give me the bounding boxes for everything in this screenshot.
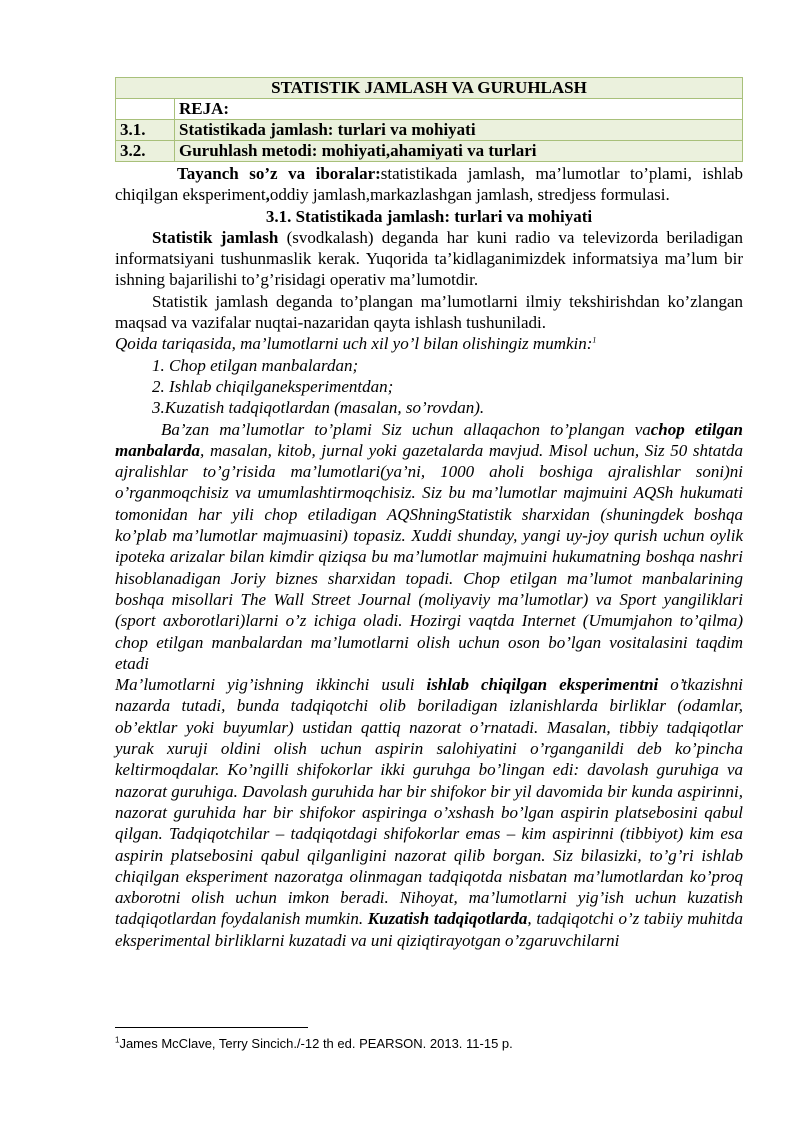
paragraph-methods-intro: Qoida tariqasida, ma’lumotlarni uch xil yo’l bilan olishingiz mumkin:$^1$: [115, 334, 597, 354]
item-text: Guruhlash metodi: mohiyati,ahamiyati va turlari: [175, 141, 743, 162]
paragraph-definition: Statistik jamlash deganda to’plangan ma’lumotlarni ilmiy tekshirishdan ko’zlangan maqsad va vazifalar nuqtai-nazaridan qayta ishlash tushuniladi.: [115, 291, 743, 333]
plan-table: [115, 77, 743, 162]
section-heading: 3.1. Statistikada jamlash: turlari va mohiyati: [265, 206, 593, 226]
paragraph-experiments: Ma’lumotlarni yig’ishning ikkinchi usuli ishlab chiqilgan eksperimentni o’tkazishni nazarda tutadi, bunda tadqiqotchi olib boriladigan izlanishlarda birliklar (odamlar, ob’ektlar yoki buyumlar) ustidan qattiq nazorat o’rnatadi. Masalan, tibbiy tadqiqotlar yurak xuruji oldini olish uchun aspirin salohiyatini o’rganganildi deb ko’pincha keltirmoqdalar. Ko’ngilli shifokorlar ikki guruhga bo’lingan edi: davolash guruhiga va nazorat guruhiga. Davolash guruhida har bir shifokor bir yil davomida bir kunda aspirinni, nazorat guruhida har bir shifokor aspiringa o’xshash bo’lgan aspirin platsebosini qabul qilgan. Tadqiqotchilar – tadqiqotdagi shifokorlar emas – kim aspirinni (tibbiyot) kim esa aspirin platsebosini qabul qilganligini nazorat qilib borgan. Siz bilasizki, to’g’ri ishlab chiqilgan eksperiment nazoratga olinmagan tadqiqotda nisbatan ma’lumotlardan ko’proq axborotni olish uchun imkon beradi. Nihoyat, ma’lumotlarni yig’ish uchun kuzatish tadqiqotlardan foydalanish mumkin. Kuzatish tadqiqotlarda, tadqiqotchi o’z tabiiy muhitda eksperimental birliklarni kuzatadi va uni qiziqtirayotgan o’zgaruvchilarni: [115, 675, 744, 950]
keywords-label: Tayanch so’z va iboralar:: [177, 164, 381, 183]
list-item: 1. Chop etilgan manbalardan;: [152, 355, 359, 375]
footnote-divider: [115, 1027, 308, 1028]
reja-label: REJA:: [175, 99, 743, 120]
footnote-mark: 1: [115, 1035, 120, 1045]
table-row: [116, 141, 743, 162]
keywords-text-rest: oddiy jamlash,markazlashgan jamlash, stredjess formulasi.: [269, 185, 670, 205]
methods-list: [115, 355, 743, 419]
table-title: STATISTIK JAMLASH VA GURUHLASH: [116, 78, 743, 99]
list-item: 3.Kuzatish tadqiqotlardan (masalan, so’rovdan).: [152, 398, 485, 418]
document-page: [115, 77, 743, 951]
footnote-text: James McClave, Terry Sincich./-12 th ed. PEARSON. 2013. 11-15 p.: [119, 1036, 513, 1051]
keywords-text: statistikada jamlash, ma’lumotlar to’plami, ishlab chiqilgan eksperiment: [115, 164, 743, 205]
item-number: 3.1.: [116, 120, 175, 141]
item-number: 3.2.: [116, 141, 175, 162]
item-text: Statistikada jamlash: turlari va mohiyati: [175, 120, 743, 141]
keywords-paragraph: Tayanch so’z va iboralar:statistikada jamlash, ma’lumotlar to’plami, ishlab chiqilgan eksperiment,oddiy jamlash,markazlashgan jamlash, stredjess formulasi.: [115, 164, 743, 205]
table-row: [116, 120, 743, 141]
paragraph-published-sources: Ba’zan ma’lumotlar to’plami Siz uchun allaqachon to’plangan vachop etilgan manbalarda, masalan, kitob, jurnal yoki gazetalarda mavjud. Misol uchun, Siz 50 shtatda ajralishlar to’g’risida ma’lumotlari(ya’ni, 1000 aholi boshiga ajralishlar soni)ni o’rganmoqchisiz va umumlashtirmoqchisiz. Siz bu ma’lumotlar majmuini AQSh hukumati tomonidan har yili chop etiladigan AQShningStatistik sharxidan (shuningdek boshqa ko’plab ma’lumotlar majmuasini) topasiz. Xuddi shunday, yangi uy-joy qurish uchun oylik ipoteka arizalar bilan kimdir qiziqsa bu ma’lumotlar majmuini hukumatning boshqa nashri hisoblanadigan Joriy biznes sharxidan topadi. Chop etilgan ma’lumot manbalarining boshqa misollari The Wall Street Journal (moliyaviy ma’lumotlar) va Sport yangiliklari (sport axborotlari)larni o’z ichiga oladi. Hozirgi vaqtda Internet (Umumjahon to’qilma) chop etilgan manbalardan ma’lumotlarni olish uchun oson bo’lgan vositalasini taqdim etadi: [115, 419, 743, 673]
footnote: [115, 1036, 513, 1051]
footnote-reference: 1: [592, 335, 597, 345]
list-item: 2. Ishlab chiqilganeksperimentdan;: [152, 376, 394, 396]
paragraph-statistik-jamlash: Statistik jamlash (svodkalash) deganda har kuni radio va televizorda beriladigan informatsiyani tushunmaslik kerak. Yuqorida ta’kidlaganimizdek informatsiya ma’lum bir ishning bajarilishi to’g’risidagi operativ ma’lumotdir.: [115, 227, 743, 290]
